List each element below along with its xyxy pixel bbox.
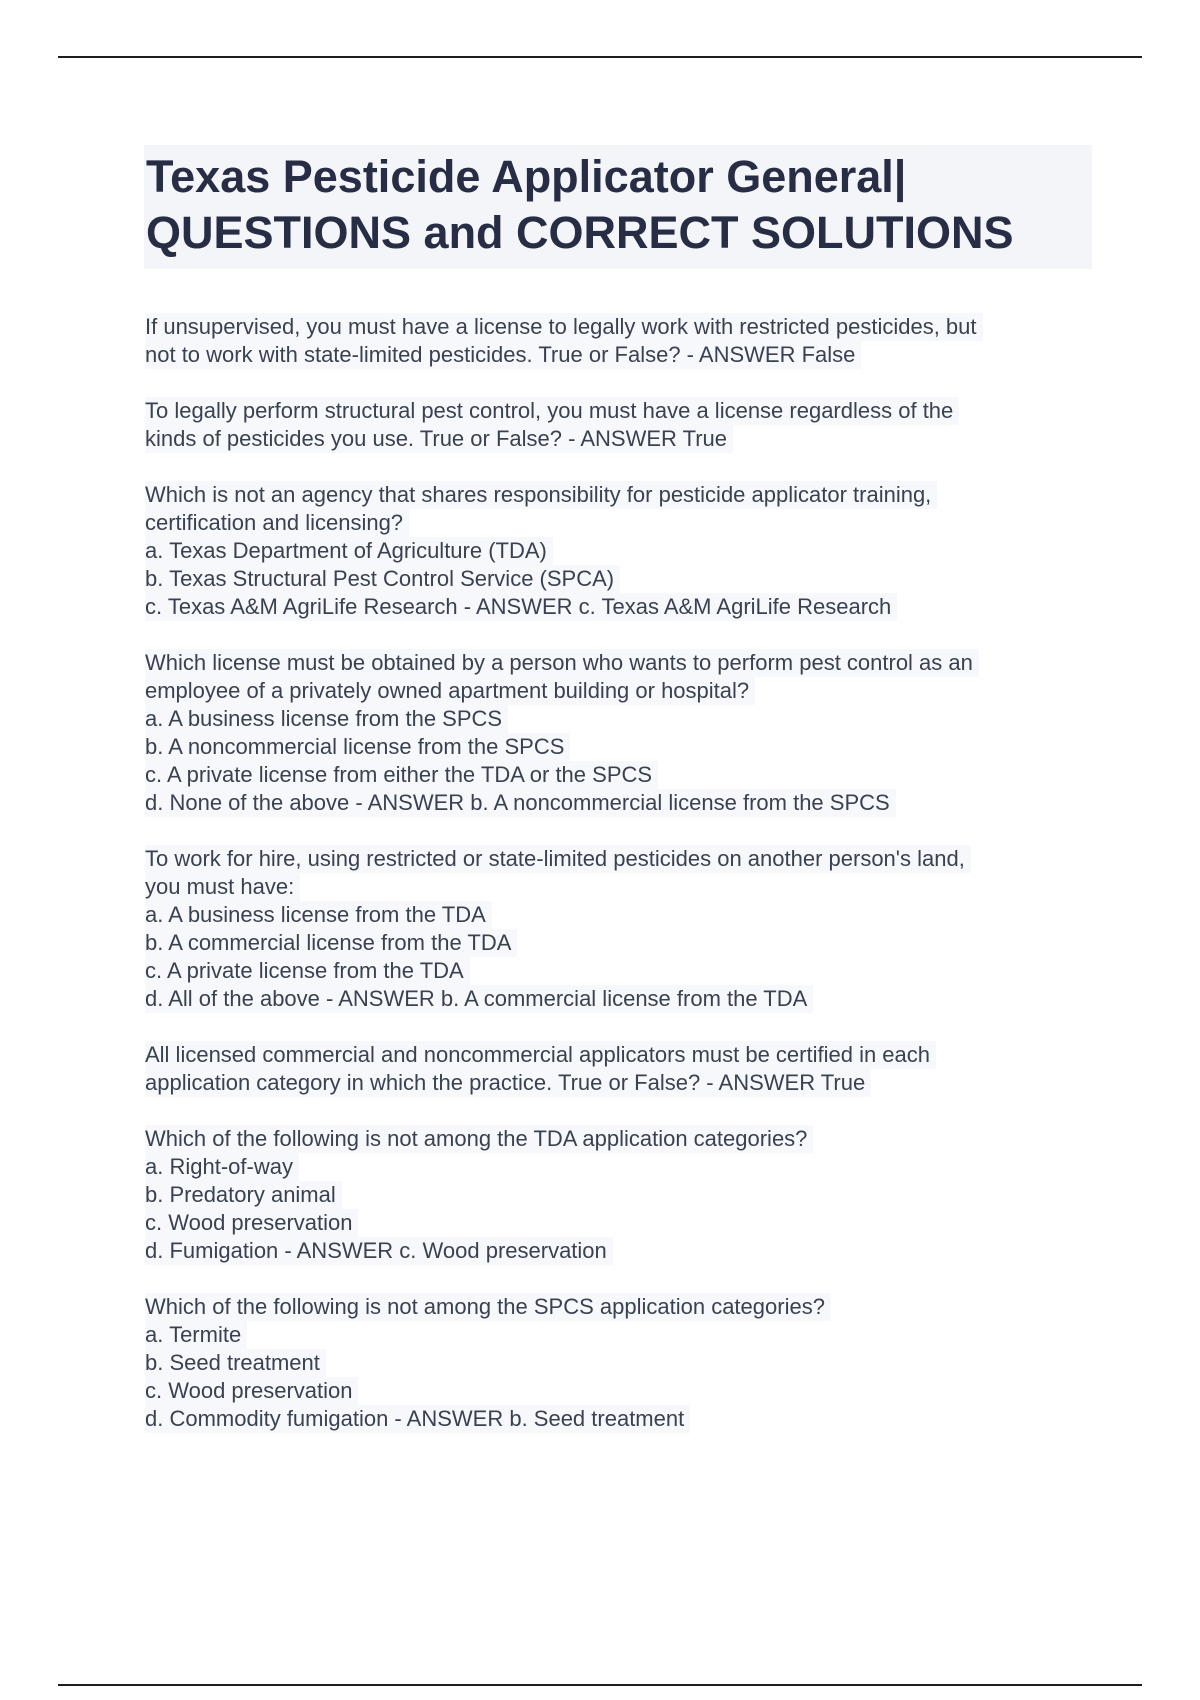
title-line: QUESTIONS and CORRECT SOLUTIONS	[146, 207, 1014, 258]
qa-item	[145, 845, 1085, 1013]
qa-item	[145, 1125, 1085, 1265]
qa-line: d. All of the above - ANSWER b. A commercial license from the TDA	[145, 985, 813, 1013]
question-text: Which of the following is not among the TDA application categories?	[145, 1125, 813, 1153]
footer-rule	[58, 1684, 1142, 1686]
document-title	[144, 145, 1092, 269]
qa-item	[145, 649, 1085, 817]
qa-item	[145, 313, 1085, 369]
header-rule	[58, 56, 1142, 58]
qa-line: d. Fumigation - ANSWER c. Wood preservation	[145, 1237, 613, 1265]
qa-line: d. None of the above - ANSWER b. A noncommercial license from the SPCS	[145, 789, 896, 817]
question-text: To legally perform structural pest control, you must have a license regardless of the	[145, 397, 959, 425]
title-line: Texas Pesticide Applicator General|	[146, 151, 907, 202]
qa-line: application category in which the practice. True or False? - ANSWER True	[145, 1069, 871, 1097]
qa-line: b. Predatory animal	[145, 1181, 342, 1209]
question-text: Which license must be obtained by a person who wants to perform pest control as an	[145, 649, 979, 677]
qa-line: c. Wood preservation	[145, 1209, 358, 1237]
qa-line: you must have:	[145, 873, 300, 901]
qa-item	[145, 1293, 1085, 1433]
qa-line: c. Wood preservation	[145, 1377, 358, 1405]
qa-line: b. Texas Structural Pest Control Service (SPCA)	[145, 565, 620, 593]
qa-line: d. Commodity fumigation - ANSWER b. Seed treatment	[145, 1405, 690, 1433]
qa-item	[145, 1041, 1085, 1097]
qa-line: b. A noncommercial license from the SPCS	[145, 733, 570, 761]
question-text: Which of the following is not among the SPCS application categories?	[145, 1293, 831, 1321]
qa-line: c. A private license from either the TDA or the SPCS	[145, 761, 658, 789]
qa-line: b. Seed treatment	[145, 1349, 326, 1377]
question-text: All licensed commercial and noncommercial applicators must be certified in each	[145, 1041, 936, 1069]
qa-item	[145, 397, 1085, 453]
qa-line: employee of a privately owned apartment building or hospital?	[145, 677, 755, 705]
question-text: If unsupervised, you must have a license to legally work with restricted pesticides, but	[145, 313, 983, 341]
qa-list	[145, 313, 1085, 1461]
qa-line: c. Texas A&M AgriLife Research - ANSWER c. Texas A&M AgriLife Research	[145, 593, 897, 621]
qa-line: not to work with state-limited pesticides. True or False? - ANSWER False	[145, 341, 861, 369]
qa-line: a. Termite	[145, 1321, 247, 1349]
qa-line: a. Right-of-way	[145, 1153, 299, 1181]
qa-line: c. A private license from the TDA	[145, 957, 470, 985]
qa-item	[145, 481, 1085, 621]
question-text: To work for hire, using restricted or state-limited pesticides on another person's land,	[145, 845, 971, 873]
qa-line: b. A commercial license from the TDA	[145, 929, 517, 957]
question-text: Which is not an agency that shares responsibility for pesticide applicator training,	[145, 481, 937, 509]
qa-line: a. A business license from the SPCS	[145, 705, 508, 733]
qa-line: a. A business license from the TDA	[145, 901, 492, 929]
qa-line: kinds of pesticides you use. True or False? - ANSWER True	[145, 425, 733, 453]
qa-line: a. Texas Department of Agriculture (TDA)	[145, 537, 553, 565]
qa-line: certification and licensing?	[145, 509, 409, 537]
